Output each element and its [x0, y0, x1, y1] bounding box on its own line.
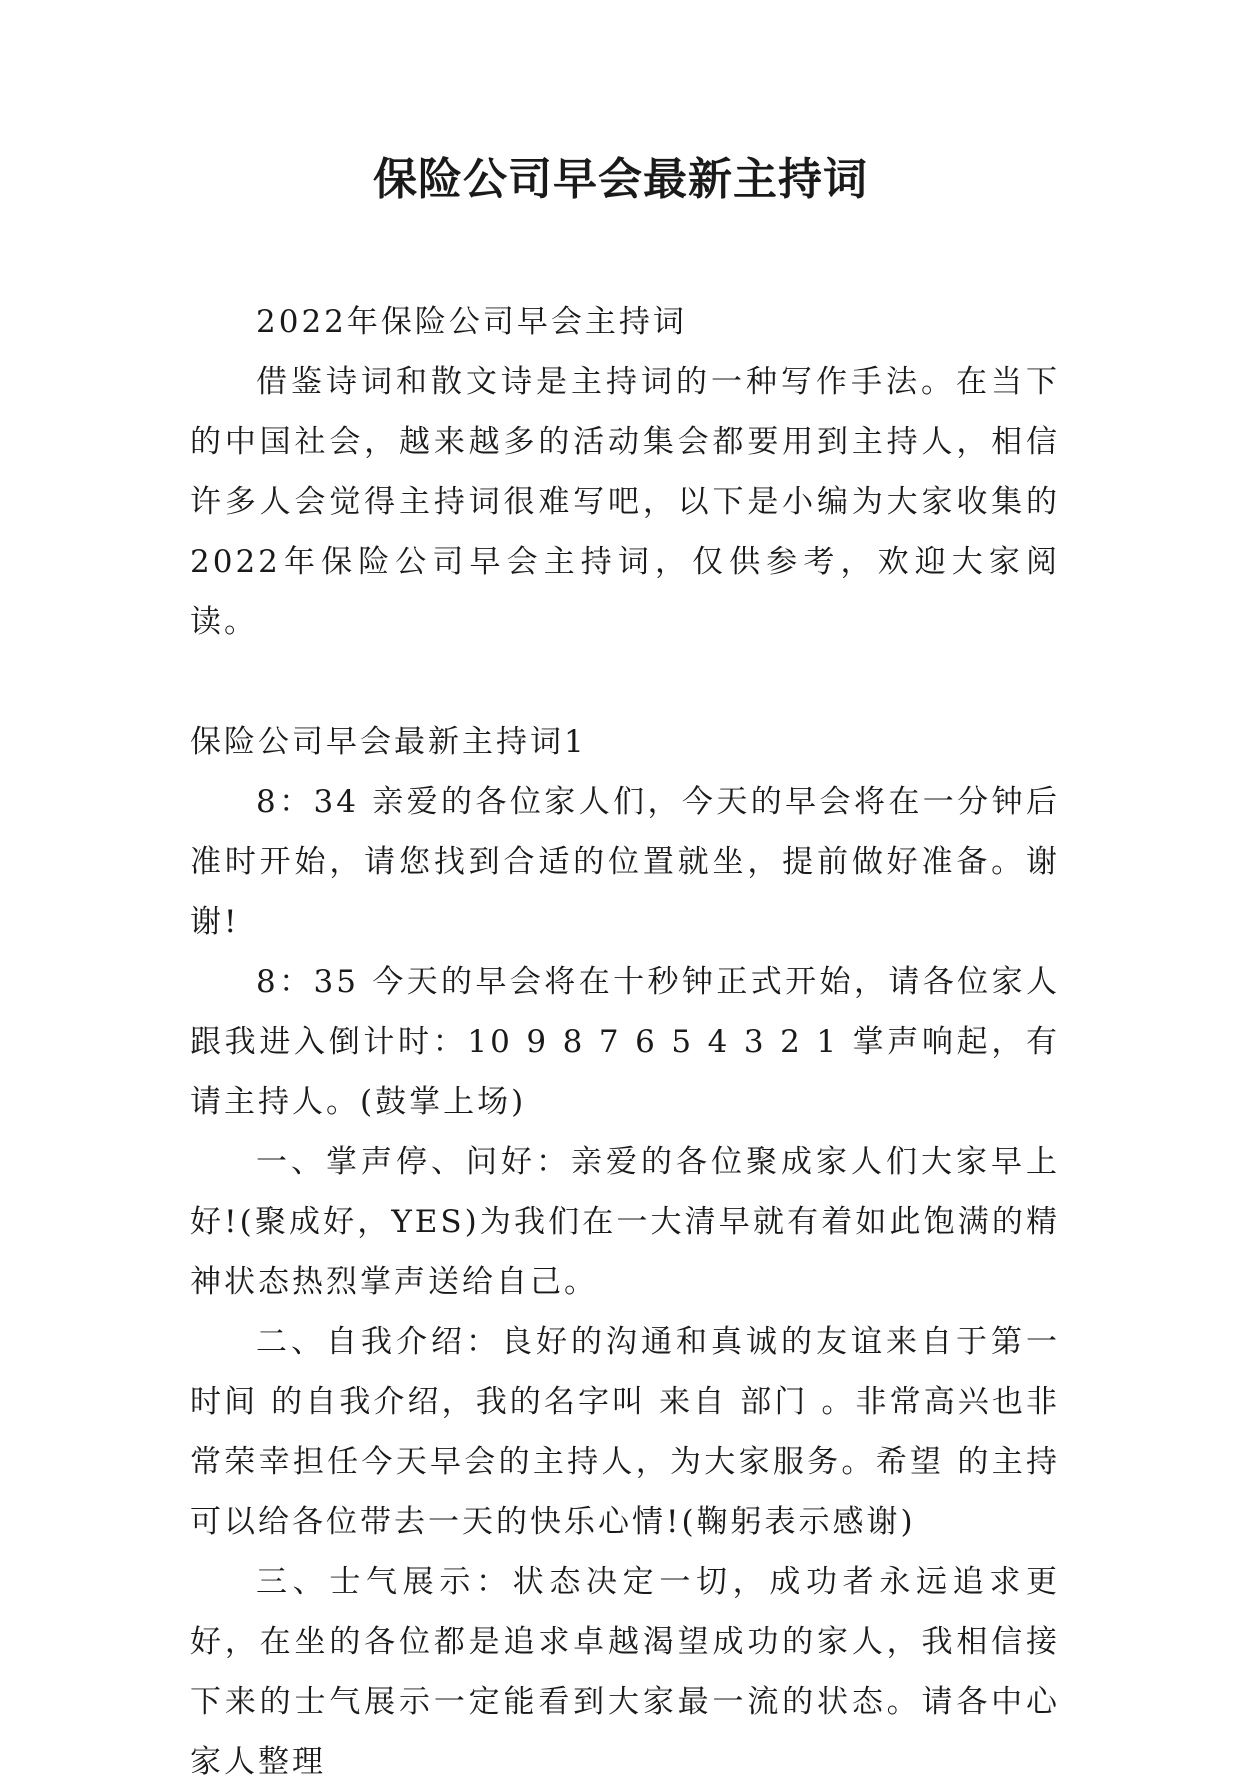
- intro-paragraph: 借鉴诗词和散文诗是主持词的一种写作手法。在当下的中国社会，越来越多的活动集会都要用到主持人，相信许多人会觉得主持词很难写吧，以下是小编为大家收集的2022年保险公司早会主持词，仅供参考，欢迎大家阅读。: [190, 364, 1060, 640]
- body-paragraph-4: 二、自我介绍：良好的沟通和真诚的友谊来自于第一时间 的自我介绍，我的名字叫 来自 部门 。非常高兴也非常荣幸担任今天早会的主持人，为大家服务。希望 的主持可以给各位带去一天的快乐心情!(鞠躬表示感谢): [190, 1324, 1060, 1540]
- document-body: [190, 292, 1060, 1792]
- section-heading: 保险公司早会最新主持词1: [190, 724, 587, 760]
- section-spacer: [190, 652, 1060, 712]
- body-paragraph-5: 三、士气展示：状态决定一切，成功者永远追求更好，在坐的各位都是追求卓越渴望成功的家人，我相信接下来的士气展示一定能看到大家最一流的状态。请各中心家人整理: [190, 1564, 1060, 1780]
- subtitle-line: 2022年保险公司早会主持词: [256, 304, 687, 340]
- body-paragraph-3: 一、掌声停、问好：亲爱的各位聚成家人们大家早上好!(聚成好，YES)为我们在一大清早就有着如此饱满的精神状态热烈掌声送给自己。: [190, 1144, 1060, 1300]
- body-paragraph-2: 8：35 今天的早会将在十秒钟正式开始，请各位家人跟我进入倒计时：10 9 8 7 6 5 4 3 2 1 掌声响起，有请主持人。(鼓掌上场): [190, 964, 1060, 1120]
- body-paragraph-1: 8：34 亲爱的各位家人们，今天的早会将在一分钟后准时开始，请您找到合适的位置就坐，提前做好准备。谢谢!: [190, 784, 1060, 940]
- document-title: 保险公司早会最新主持词: [373, 154, 868, 205]
